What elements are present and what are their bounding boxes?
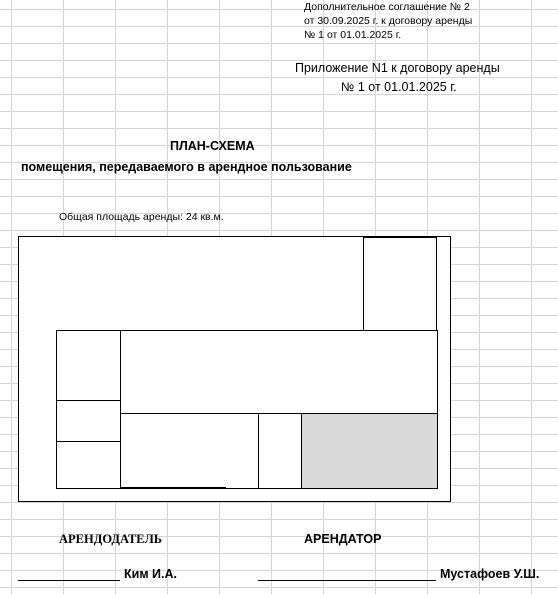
room-top-right <box>363 237 437 331</box>
agreement-line-3: № 1 от 01.01.2025 г. <box>304 29 402 41</box>
appendix-line-1: Приложение N1 к договору аренды <box>295 61 500 75</box>
plan-title: ПЛАН-СХЕМА <box>170 139 255 153</box>
tenant-signature-line <box>258 580 436 581</box>
wall-bottom-thick <box>120 487 226 489</box>
area-text: Общая площадь аренды: 24 кв.м. <box>59 211 224 223</box>
tenant-label: АРЕНДАТОР <box>304 532 382 546</box>
landlord-signature-line <box>18 580 120 581</box>
wall-vertical-middle <box>258 413 259 488</box>
plan-subtitle: помещения, передаваемого в арендное пользование <box>21 160 352 174</box>
appendix-line-2: № 1 от 01.01.2025 г. <box>341 80 457 94</box>
wall-horizontal-left <box>56 400 120 401</box>
agreement-line-1: Дополнительное соглашение № 2 <box>304 1 470 13</box>
room-lower-left <box>56 441 121 489</box>
leased-room <box>301 413 438 489</box>
landlord-name: Ким И.А. <box>124 567 177 581</box>
tenant-name: Мустафоев У.Ш. <box>440 567 540 581</box>
landlord-label: АРЕНДОДАТЕЛЬ <box>59 532 163 546</box>
agreement-line-2: от 30.09.2025 г. к договору аренды <box>304 15 473 27</box>
